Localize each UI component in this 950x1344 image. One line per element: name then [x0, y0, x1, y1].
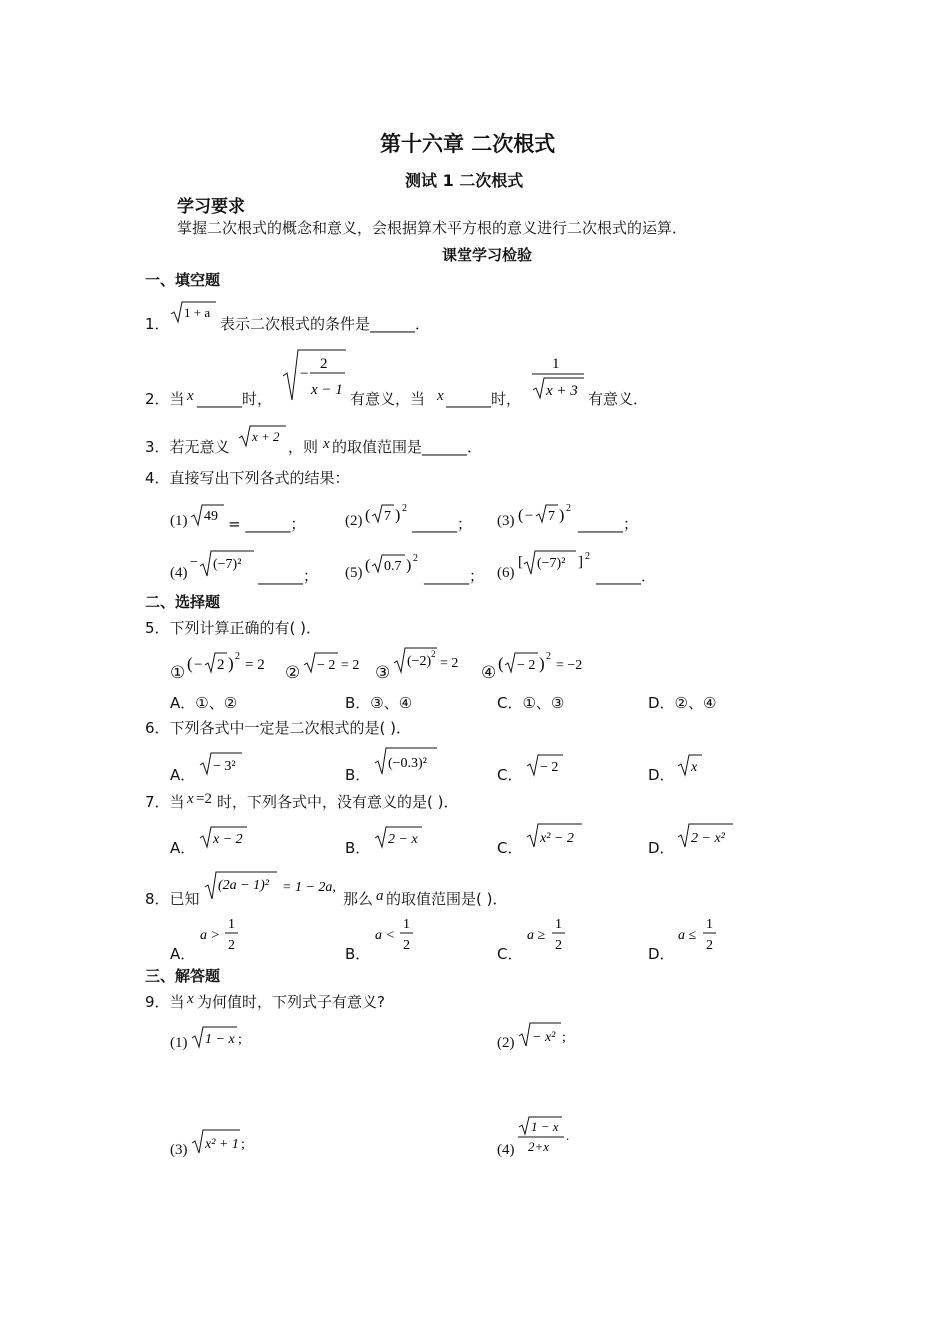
q2-var2: x: [437, 388, 444, 404]
svg-text:): ): [228, 654, 234, 673]
svg-text:.: .: [566, 1128, 570, 1143]
svg-text:2: 2: [402, 503, 407, 514]
svg-text:− 2: − 2: [317, 658, 336, 673]
section-fill-in: 一、填空题: [145, 271, 221, 289]
svg-text:2: 2: [228, 938, 235, 953]
q3-prefix: 3．若无意义: [145, 438, 230, 456]
svg-text:−: −: [194, 657, 203, 673]
q3-var: x: [323, 436, 330, 452]
q8-option-c-rel: a ≥: [527, 928, 546, 943]
q7-option-d-expr: 2 − x²: [691, 831, 725, 846]
study-requirement-heading: 学习要求: [177, 197, 245, 217]
svg-text:2: 2: [217, 657, 225, 673]
svg-text:[: [: [518, 554, 523, 570]
svg-text:(: (: [498, 654, 504, 673]
q5-eq1-rhs: = 2: [245, 657, 265, 673]
q4-item2-tail: ______；: [412, 515, 473, 533]
q7-option-a-expr-svg: [198, 824, 250, 852]
q9-item4-expr: 1 − x: [531, 1119, 559, 1134]
svg-text:− 2: − 2: [517, 658, 536, 673]
svg-text:−: −: [300, 366, 309, 382]
q4-item4-tail: ______；: [258, 567, 319, 585]
q2-prefix: 2．当: [145, 390, 185, 408]
svg-text:2: 2: [555, 938, 562, 953]
q7-option-c-expr-svg: [525, 821, 585, 851]
svg-text:1: 1: [555, 917, 562, 932]
q5-eq4-rhs: = −2: [556, 658, 583, 673]
q2-mid: 有意义，当: [350, 390, 426, 408]
q8-option-a[interactable]: A．: [170, 945, 196, 963]
q9-item1-expr: 1 − x: [205, 1032, 235, 1047]
q9-item3-expr: x² + 1: [205, 1137, 239, 1152]
section-answer: 三、解答题: [145, 967, 221, 985]
q4-item6-expr: (−7)²: [537, 556, 566, 571]
svg-text:;: ;: [562, 1030, 566, 1045]
q4-item6-tail: ______．: [596, 567, 657, 585]
q2-frac1-num: 2: [320, 356, 328, 372]
q6-option-a[interactable]: A．: [170, 766, 196, 784]
q2-var1: x: [187, 388, 194, 404]
q7-option-a[interactable]: A．: [170, 839, 196, 857]
svg-text:(: (: [365, 557, 371, 574]
q9-item1-label: (1): [170, 1035, 188, 1051]
q4-item1-label: (1): [170, 513, 188, 529]
q8-option-c-expr-svg: [525, 913, 569, 955]
q9-item2-expr-svg: [517, 1020, 573, 1050]
q4-item1-sqrt: [190, 503, 226, 529]
q6-option-b-expr: (−0.3)²: [388, 756, 427, 771]
q3-end: 的取值范围是______．: [332, 438, 483, 456]
q9-item4-den: 2+x: [528, 1139, 550, 1154]
q9-item4-label: (4): [497, 1142, 515, 1158]
q7-text: 时，下列各式中，没有意义的是( )．: [217, 793, 459, 811]
q7-option-d[interactable]: D．: [648, 839, 675, 857]
class-check-heading: 课堂学习检验: [442, 246, 533, 264]
q1-sqrt-expr: 1 + a: [184, 305, 211, 320]
q6-option-c-expr-svg: [525, 753, 565, 779]
q8-rhs: = 1 − 2a,: [282, 880, 336, 895]
q4-item3-expr-svg: [518, 500, 576, 528]
svg-text:): ): [395, 507, 401, 524]
q8-option-a-rel: a >: [200, 928, 220, 943]
q4-item3-tail: ______；: [578, 515, 639, 533]
q5-option-d[interactable]: D．②、④: [648, 694, 717, 712]
q6-option-d-expr: x: [691, 760, 698, 775]
q2-blank1: ______时，: [197, 390, 273, 408]
q4-item4-expr: (−7)²: [213, 557, 242, 572]
svg-text:2: 2: [566, 503, 571, 514]
q2-frac2-num: 1: [552, 356, 560, 372]
svg-text:2: 2: [431, 649, 436, 659]
q5-eq2-rhs: = 2: [341, 658, 360, 673]
svg-text:]: ]: [578, 554, 583, 570]
q9-item3-expr-svg: [190, 1127, 250, 1157]
svg-text:2: 2: [413, 553, 418, 564]
svg-text:−: −: [190, 555, 198, 570]
q9-item3-label: (3): [170, 1142, 188, 1158]
q4-item2-label: (2): [345, 513, 363, 529]
q4-item5-label: (5): [345, 565, 363, 581]
q7-option-b-expr-svg: [373, 824, 425, 852]
q5-eq3-rhs: = 2: [440, 656, 459, 671]
q4-item1-tail: = ______；: [228, 515, 306, 533]
q8-option-d-expr-svg: [676, 913, 720, 955]
q6-option-a-expr: − 3²: [213, 759, 236, 774]
q9-item2-expr: − x²: [532, 1030, 556, 1045]
q6-option-b[interactable]: B．: [345, 766, 371, 784]
q5-eq1: [187, 648, 277, 678]
q4-item4-label: (4): [170, 565, 188, 581]
q8-option-b-expr-svg: [373, 913, 417, 955]
svg-text:): ): [406, 557, 412, 574]
q4-text: 4．直接写出下列各式的结果：: [145, 469, 350, 487]
svg-text:2: 2: [235, 651, 240, 662]
svg-text:): ): [559, 507, 565, 524]
q8-var: a: [376, 888, 384, 904]
section-choice: 二、选择题: [145, 593, 221, 611]
svg-text:2: 2: [706, 938, 713, 953]
q8-prefix: 8．已知: [145, 890, 200, 908]
svg-text:1: 1: [706, 917, 713, 932]
q5-circled-1: ①: [170, 663, 186, 683]
q6-option-b-expr-svg: [373, 745, 441, 777]
q4-item2-expr: 7: [384, 509, 391, 524]
q7-option-a-expr: x − 2: [213, 832, 243, 847]
q5-eq3: [392, 645, 472, 677]
q9-item2-label: (2): [497, 1035, 515, 1051]
svg-text:(: (: [518, 507, 524, 524]
svg-text:(: (: [187, 654, 193, 673]
q4-item5-expr: 0.7: [384, 559, 402, 574]
q7-option-b[interactable]: B．: [345, 839, 371, 857]
q8-text: 的取值范围是( )．: [386, 890, 508, 908]
q5-option-c[interactable]: C．①、③: [497, 694, 565, 712]
q7-var: x: [187, 791, 194, 807]
q4-item5-tail: ______；: [424, 567, 485, 585]
q4-item4-expr-svg: [190, 548, 256, 580]
q2-end: 有意义．: [588, 390, 649, 408]
q4-item6-expr-svg: [518, 548, 594, 578]
q5-circled-3: ③: [375, 663, 391, 683]
q4-item3-expr: 7: [548, 509, 555, 524]
q8-option-d[interactable]: D．: [648, 945, 675, 963]
q8-sqrt-expr: (2a − 1)²: [218, 878, 269, 893]
q7-option-d-expr-svg: [676, 821, 736, 851]
q4-item1-expr: 49: [204, 509, 218, 524]
q8-option-b[interactable]: B．: [345, 945, 371, 963]
q9-prefix: 9．当: [145, 993, 185, 1011]
q6-option-d[interactable]: D．: [648, 766, 675, 784]
q3-sqrt: [238, 424, 288, 450]
q1-sqrt: [170, 300, 218, 326]
q9-item4-expr-svg: [516, 1115, 576, 1157]
q8-equation: [203, 869, 343, 903]
q8-option-b-rel: a <: [375, 928, 395, 943]
svg-text:(−2): (−2): [407, 654, 432, 669]
q3-sqrt-expr: x + 2: [252, 429, 280, 444]
q2-sqrt-fraction-1: [282, 348, 348, 404]
q6-option-c[interactable]: C．: [497, 766, 523, 784]
q8-option-d-rel: a ≤: [678, 928, 697, 943]
svg-text:;: ;: [241, 1137, 245, 1152]
q2-blank2: ______时，: [446, 390, 522, 408]
q6-text: 6．下列各式中一定是二次根式的是( )．: [145, 719, 412, 737]
q8-mid: 那么: [343, 890, 374, 908]
svg-text:−: −: [525, 508, 534, 524]
q5-circled-2: ②: [285, 663, 301, 683]
svg-text:;: ;: [238, 1032, 242, 1047]
q7-option-c-expr: x² − 2: [540, 831, 574, 846]
svg-text:2: 2: [546, 651, 551, 662]
q7-option-b-expr: 2 − x: [388, 832, 418, 847]
q1-number: 1．: [145, 315, 170, 333]
study-requirement-text: 掌握二次根式的概念和意义，会根据算术平方根的意义进行二次根式的运算．: [177, 219, 688, 237]
svg-text:1: 1: [228, 917, 235, 932]
svg-text:): ): [539, 654, 545, 673]
svg-text:1: 1: [403, 917, 410, 932]
q4-item3-label: (3): [497, 513, 515, 529]
q5-option-b[interactable]: B．③、④: [345, 694, 413, 712]
q9-var: x: [187, 991, 194, 1007]
q4-item6-label: (6): [497, 565, 515, 581]
q9-text: 为何值时，下列式子有意义?: [197, 993, 385, 1011]
q2-fraction-2: [530, 352, 586, 404]
svg-text:2: 2: [585, 551, 590, 562]
q8-option-c[interactable]: C．: [497, 945, 523, 963]
q2-frac2-den: x + 3: [546, 383, 578, 399]
q4-item5-expr-svg: [365, 550, 421, 578]
svg-text:2: 2: [403, 938, 410, 953]
q7-option-c[interactable]: C．: [497, 839, 523, 857]
q5-text: 5．下列计算正确的有( )．: [145, 619, 322, 637]
q7-eq: =2: [196, 791, 212, 807]
q1-text: 表示二次根式的条件是______．: [220, 315, 431, 333]
q5-option-a[interactable]: A．①、②: [170, 694, 238, 712]
q5-circled-4: ④: [481, 663, 497, 683]
q5-eq2: [302, 650, 368, 678]
q4-item2-expr-svg: [365, 500, 411, 528]
chapter-title: 第十六章 二次根式: [380, 132, 556, 156]
q2-frac1-den: x − 1: [311, 382, 343, 398]
q9-item1-expr-svg: [190, 1024, 250, 1052]
q6-option-c-expr: − 2: [540, 760, 559, 775]
q8-option-a-expr-svg: [198, 913, 242, 955]
q6-option-a-expr-svg: [198, 750, 244, 778]
svg-text:(: (: [365, 507, 371, 524]
q7-prefix: 7．当: [145, 793, 185, 811]
q3-mid: ，则: [288, 438, 319, 456]
q5-eq4: [498, 648, 598, 678]
test-title: 测试 1 二次根式: [405, 171, 524, 190]
q6-option-d-expr-svg: [676, 753, 704, 779]
